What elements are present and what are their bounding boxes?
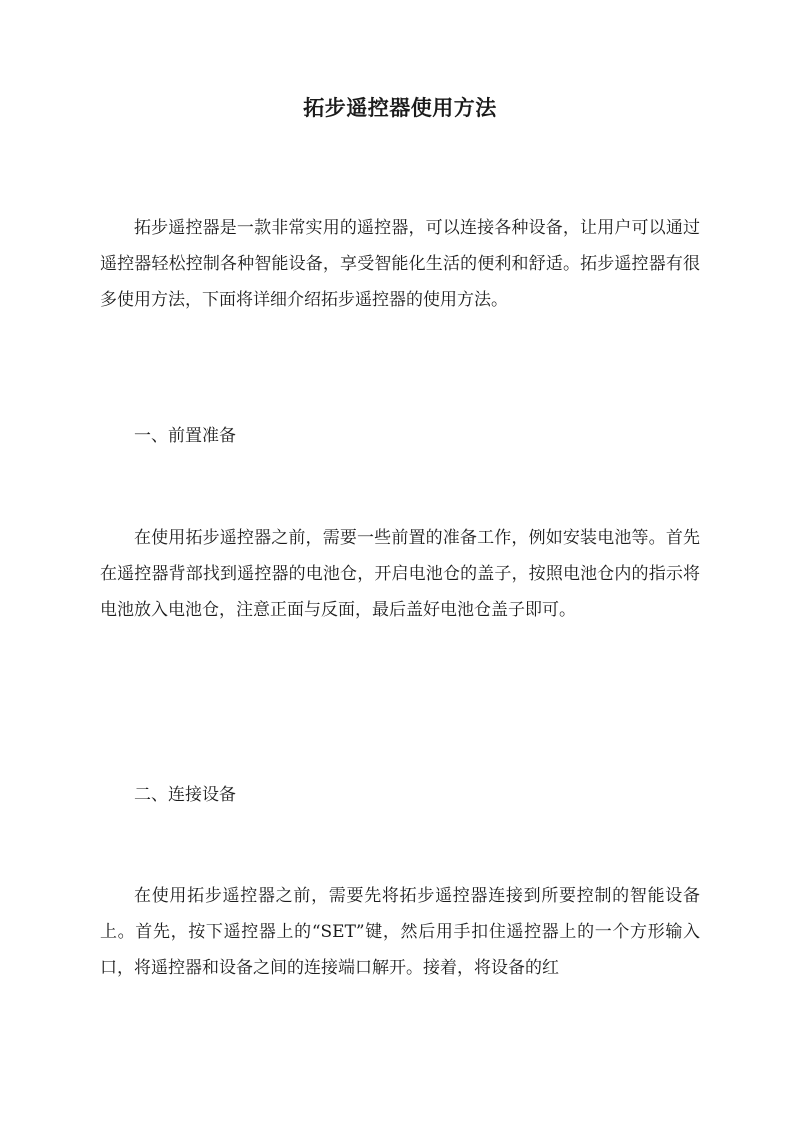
document-title: 拓步遥控器使用方法 — [303, 95, 497, 120]
section-body-connect-device: 在使用拓步遥控器之前，需要先将拓步遥控器连接到所要控制的智能设备上。首先，按下遥控器上的“SET”键，然后用手扣住遥控器上的一个方形输入口，将遥控器和设备之间的连接端口解开。接着，将设备的红 — [100, 886, 700, 978]
section-body-preparation: 在使用拓步遥控器之前，需要一些前置的准备工作，例如安装电池等。首先在遥控器背部找到遥控器的电池仓，开启电池仓的盖子，按照电池仓内的指示将电池放入电池仓，注意正面与反面，最后盖好电池仓盖子即可。 — [100, 528, 700, 620]
intro-paragraph: 拓步遥控器是一款非常实用的遥控器，可以连接各种设备，让用户可以通过遥控器轻松控制各种智能设备，享受智能化生活的便利和舒适。拓步遥控器有很多使用方法，下面将详细介绍拓步遥控器的使用方法。 — [100, 218, 700, 310]
section-heading-preparation: 一、前置准备 — [134, 426, 236, 446]
section-heading-connect-device: 二、连接设备 — [134, 785, 236, 805]
